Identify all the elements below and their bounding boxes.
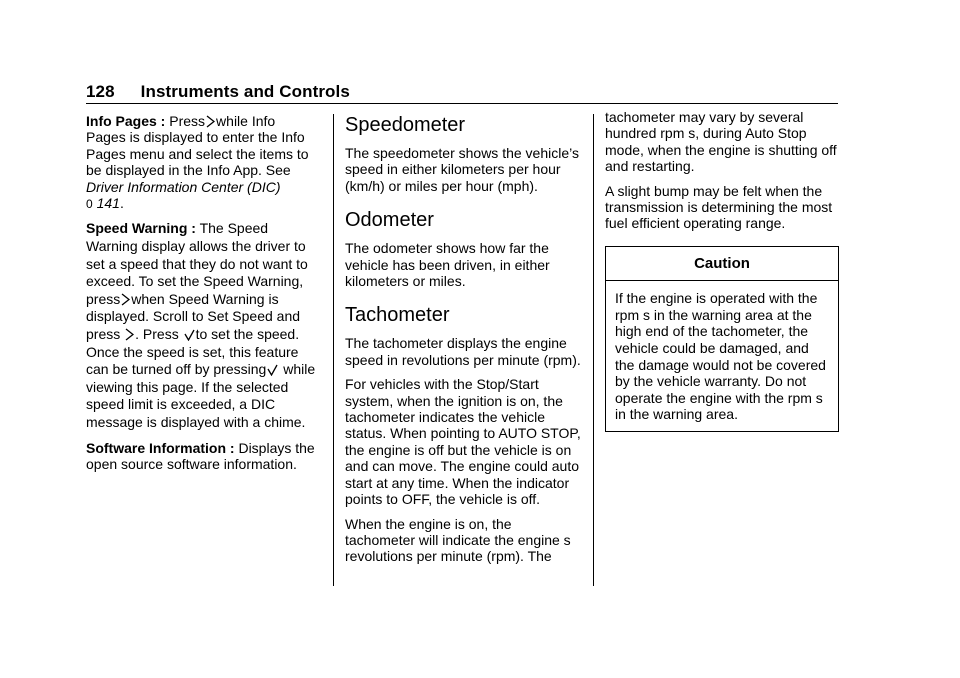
speed-warning-text-e: while viewing this page. If the selected speed limit is exceeded, a DIC message is displayed with a chime. [86, 361, 316, 430]
speed-warning-text-d: to set the speed. Once the speed is set, this feature can be turned off by pressing [86, 326, 300, 378]
info-pages-term: Info Pages : [86, 113, 166, 129]
middle-column [345, 113, 583, 573]
dic-reference-link[interactable]: Driver Information Center (DIC) [86, 178, 281, 195]
odometer-body: The odometer shows how far the vehicle has been driven, in either kilometers or miles. [345, 240, 550, 290]
transmission-bump-text: A slight bump may be felt when the transmission is determining the most fuel efficient operating range. [605, 182, 833, 232]
page-header [86, 82, 350, 102]
info-pages-paragraph [86, 113, 318, 212]
odometer-heading: Odometer [345, 209, 434, 232]
checkmark-select-icon [184, 329, 195, 341]
software-information-term: Software Information : [86, 439, 235, 456]
thumbwheel-right-icon [121, 293, 130, 306]
speed-warning-text-b: when Speed Warning is displayed. Scroll to Set Speed and press [86, 290, 301, 342]
dic-reference-page[interactable]: 141 [96, 195, 120, 212]
column-divider-right [593, 114, 594, 586]
caution-body: If the engine is operated with the rpm s in the warning area at the high end of the tachometer, the vehicle could be damaged, and the damage would not be covered by the vehicle warranty. Do not operate the engine with the rpm s in the warning area. [615, 290, 826, 423]
info-pages-text-b: while Info Pages is displayed to enter the Info Pages menu and select the items to be displayed in the Info App. See [86, 113, 309, 179]
left-column [86, 113, 318, 480]
right-column [605, 109, 839, 432]
checkmark-select-icon [267, 364, 278, 376]
page-reference-glyph: 0 [86, 197, 93, 212]
tachometer-body-1: The tachometer displays the engine speed in revolutions per minute (rpm). [345, 335, 581, 368]
speed-warning-term: Speed Warning : [86, 220, 196, 237]
thumbwheel-right-icon [206, 115, 215, 128]
speedometer-body: The speedometer shows the vehicle’s speed in either kilometers per hour (km/h) or miles per hour (mph). [345, 145, 579, 194]
caution-box [605, 246, 839, 432]
column-divider-left [333, 114, 334, 586]
tachometer-body-3: When the engine is on, the tachometer will indicate the engine s revolutions per minute (rpm). The [345, 515, 571, 565]
header-rule [86, 103, 838, 104]
speed-warning-text-c: . Press [135, 326, 179, 342]
thumbwheel-right-icon [125, 328, 134, 341]
tachometer-continued-text: tachometer may vary by several hundred rpm s, during Auto Stop mode, when the engine is shutting off and restarting. [605, 109, 837, 175]
speed-warning-paragraph [86, 220, 318, 431]
tachometer-heading: Tachometer [345, 304, 450, 327]
tachometer-body-2: For vehicles with the Stop/Start system, when the ignition is on, the tachometer indicates the vehicle status. When pointing to AUTO STOP, the engine is off but the vehicle is on and can move. The engine could auto start at any time. When the indicator points to OFF, the vehicle is off. [345, 376, 581, 508]
speedometer-heading: Speedometer [345, 114, 466, 136]
info-pages-ref-end: . [119, 195, 124, 212]
section-title: Instruments and Controls [140, 82, 350, 101]
page-number: 128 [86, 82, 115, 101]
software-information-text: Displays the open source software information. [86, 439, 315, 472]
info-pages-text-a: Press [169, 113, 206, 129]
caution-title: Caution [606, 247, 838, 281]
speed-warning-text-a: The Speed Warning display allows the driver to set a speed that they do not want to exceed. To set the Speed Warning, press [86, 220, 308, 307]
software-information-paragraph [86, 440, 318, 473]
